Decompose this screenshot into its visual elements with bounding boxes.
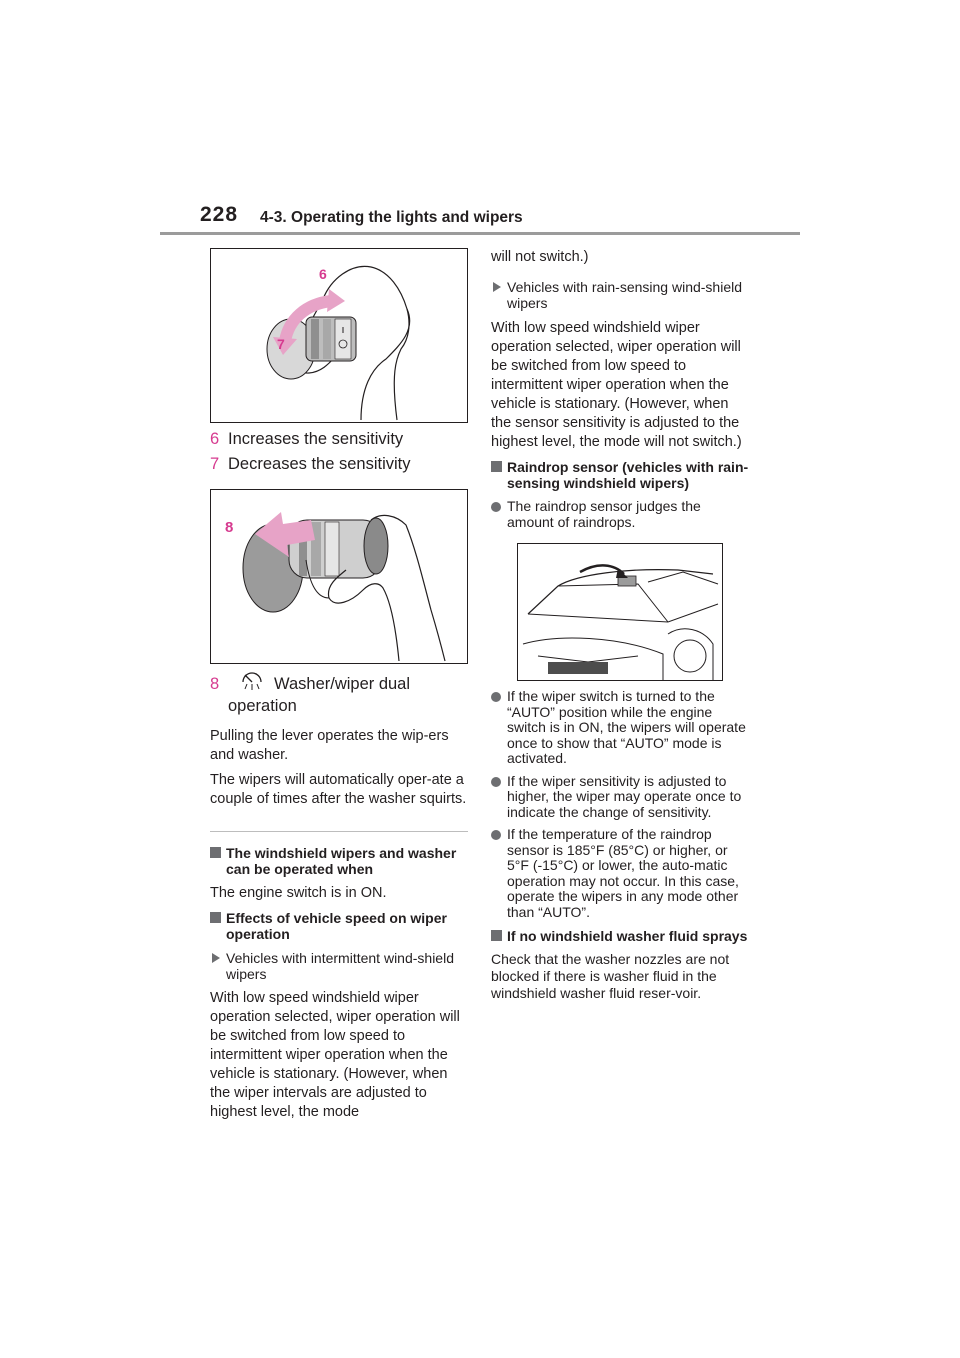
callout-7: 7 Decreases the sensitivity	[210, 455, 411, 473]
bullet-temperature: If the temperature of the raindrop sensor is 185°F (85°C) or higher, or 5°F (-15°C) or lower, the auto-matic operation may not occur. In this case, operate the wipers in any mode other than “AUTO”.	[491, 827, 751, 920]
paragraph-sensor-sensitivity: With low speed windshield wiper operation selected, wiper operation will be switched from low speed to intermittent wiper operation when the vehicle is stationary. (However, when the sensor sensitivity is adjusted to the highest level, the mode will not switch.)	[491, 320, 742, 450]
paragraph-check-nozzles: Check that the washer nozzles are not blocked if there is washer fluid in the windshield washer fluid reser-voir.	[491, 951, 730, 1001]
bullet-sensitivity-adjusted: If the wiper sensitivity is adjusted to higher, the wiper may operate once to indicate the change of sensitivity.	[491, 774, 751, 821]
right-column	[491, 248, 751, 1002]
figure-raindrop-sensor-car	[517, 543, 723, 681]
paragraph-will-not-switch: will not switch.)	[491, 249, 589, 265]
bullet-auto-position: If the wiper switch is turned to the “AUTO” position while the engine switch is in ON, the wipers will operate once to show that “AUTO” mode is activated.	[491, 689, 751, 767]
figure-sensitivity-dial	[210, 248, 468, 423]
heading-vehicle-speed: Effects of vehicle speed on wiper operation	[210, 910, 468, 942]
left-column	[210, 248, 468, 1122]
heading-raindrop-sensor: Raindrop sensor (vehicles with rain-sensing windshield wipers)	[491, 459, 751, 491]
figure-label-7: 7	[277, 336, 285, 352]
figure-label-8: 8	[225, 519, 234, 536]
page-number: 228	[200, 203, 239, 226]
section-title: 4-3. Operating the lights and wipers	[260, 209, 523, 226]
heading-no-washer-fluid: If no windshield washer fluid sprays	[491, 928, 751, 944]
paragraph-auto-operate: The wipers will automatically oper-ate a couple of times after the washer squirts.	[210, 772, 467, 807]
arrow-intermittent-wipers: Vehicles with intermittent wind-shield wipers	[210, 950, 468, 982]
bullet-sensor-judges: The raindrop sensor judges the amount of raindrops.	[491, 499, 751, 530]
figure-washer-lever	[210, 489, 468, 664]
heading-can-be-operated: The windshield wipers and washer can be operated when	[210, 845, 468, 877]
callout-8-cont: operation	[228, 697, 297, 715]
callout-6: 6 Increases the sensitivity	[210, 430, 404, 448]
callout-8: 8 Washer/wiper dual	[210, 672, 468, 695]
washer-wiper-icon	[240, 672, 264, 692]
paragraph-pulling-lever: Pulling the lever operates the wip-ers and washer.	[210, 728, 449, 763]
paragraph-low-speed-intermittent: With low speed windshield wiper operation selected, wiper operation will be switched from low speed to intermittent wiper operation when the vehicle is stationary. (However, when the wiper intervals are adjusted to highest level, the mode	[210, 990, 460, 1120]
header-rule	[160, 232, 800, 235]
arrow-rain-sensing-wipers: Vehicles with rain-sensing wind-shield wipers	[491, 279, 751, 311]
paragraph-engine-on: The engine switch is in ON.	[210, 885, 387, 901]
figure-label-6: 6	[319, 266, 327, 282]
